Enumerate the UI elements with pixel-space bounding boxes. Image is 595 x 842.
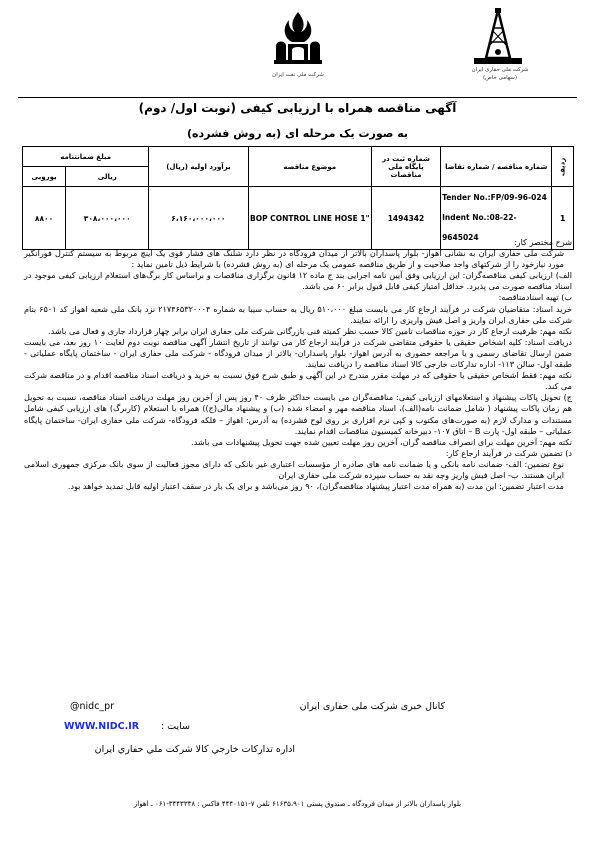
header-estimate: برآورد اولیه (ریال) xyxy=(149,147,248,187)
table-header-row xyxy=(23,147,574,167)
nidc-caption xyxy=(460,66,540,82)
notice-title: آگهی مناقصه همراه با ارزیابی کیفی (نوبت اول/ دوم) xyxy=(138,101,457,115)
company-type-caption: (سهامی خاص) xyxy=(482,75,518,81)
receive-documents: دریافت اسناد: کلیه اشخاص حقیقی یا حقوقی متقاضی شرکت در فرآیند ارجاع کار می توانند از تاریخ انتشار آگهی مناقصه نوبت دوم لغایت ۱۰ روز بعد، می بایست ضمن ارسال تقاضای رسمی و یا مراجعه حضوری به آدرس اهواز- بلوار پاسداران- بالاتر از میدان فرودگاه - شرکت ملی حفاری ایران - ساختمان پایگاه عملیاتی - طبقه اول- سالن ۱۱۳- اداره تدارکات خارجی کالا اسناد مناقصه را دریافت نمایند. xyxy=(24,336,572,370)
header-euro: یورویی xyxy=(23,167,66,187)
header-subject: موضوع مناقصه xyxy=(248,147,371,187)
nioc-emblem-icon xyxy=(268,10,328,65)
important-note-deadline: نکته مهم: آخرین مهلت برای انصراف مناقصه گران، آخرین روز مهلت تعیین شده جهت تحویل پیشنهادات می باشد. xyxy=(191,436,572,447)
channel-label: کانال خبری شرکت ملی حفاری ایران xyxy=(299,701,445,712)
purchase-documents: خرید اسناد: متقاضیان شرکت در فرآیند ارجاع کار می بایست مبلغ ۵۱۰،۰۰۰ ریال به حساب سیبا به شماره ۲۱۷۴۶۵۳۲۰۰۰۴ نزد بانک ملی شعبه اهواز کد ۶۵۰۱ بنام شرکت ملی حفاری ایران واریز و اصل فیش واریزی را ارائه نمایند. xyxy=(24,303,572,325)
header-row-number: ردیف xyxy=(552,147,574,187)
section-b-heading: ب) تهیه اسنادمناقصه: xyxy=(498,292,572,303)
section-a-quality-evaluation: الف) ارزیابی کیفی مناقصه‌گران: این ارزیابی وفق آیین نامه اجرایی بند ج ماده ۱۲ قانون برگزاری مناقصات و براساس کار برگ‌های استعلام ارزیابی کیفی موجود در اسناد مناقصه صورت می پذیرد. حداقل امتیاز کیفی قابل قبول برابر ۶۰ می باشد. xyxy=(24,270,572,292)
site-link[interactable]: WWW.NIDC.IR xyxy=(64,721,140,732)
header-guarantee: مبلغ ضمانتنامه xyxy=(23,147,149,167)
cell-registration-number: 1494342 xyxy=(371,187,440,250)
work-description-heading: شرح مختصر کار: xyxy=(513,237,572,247)
guarantee-type: نوع تضمین: الف- ضمانت نامه بانکی و یا ضمانت نامه های صادره از مؤسسات اعتباری غیر بانکی که دارای مجوز فعالیت از سوی بانک مرکزی جمهوری اسلامی ایران هستند. ب- اصل فیش واریز وجه نقد به حساب سپرده شرکت ملی حفاری ایران xyxy=(24,458,564,480)
cell-row-number: 1 xyxy=(552,187,574,250)
footer-address: بلوار پاسداران بالاتر از میدان فرودگاه ـ صندوق پستی ۶۱۶۳۵،۹۰۱ تلفن ۷-۴۴۴۰۱۵۱ فاکس : ۳۴۴۳۳۳۸-۰۶۱ ـ اهواز xyxy=(133,800,462,808)
nioc-caption: شرکت ملی نفت ایران xyxy=(272,72,324,78)
company-name-caption: شرکت ملی حفاری ایران xyxy=(471,67,529,73)
cell-guarantee-euro: ۸۸۰۰ xyxy=(23,187,66,250)
guarantee-validity: مدت اعتبار تضمین: این مدت (به همراه مدت اعتبار پیشنهاد مناقصه‌گران)، ۹۰ روز می‌باشد و برای یک بار در سقف اعتبار اولیه قابل تمدید خواهد بود. xyxy=(67,481,564,492)
site-label: سایت : xyxy=(160,721,190,732)
section-d-heading: د) تضمین شرکت در فرآیند ارجاع کار: xyxy=(445,447,572,458)
important-note-eligibility: نکته مهم: فقط اشخاص حقیقی یا حقوقی که در مهلت مقرر مندرج در این آگهی و طبق شرح فوق نسبت به خرید و دریافت اسناد مناقصه اقدام و در مناقصه شرکت می کند. xyxy=(24,370,572,392)
cell-estimate: ۶،۱۶۰،۰۰۰،۰۰۰ xyxy=(149,187,248,250)
news-channel-line xyxy=(300,701,445,712)
header-rial: ریالی xyxy=(66,167,149,187)
important-note-capacity: نکته مهم: ظرفیت ارجاع کار در حوزه مناقصات تامین کالا حسب نظر کمیته فنی بازرگانی شرکت ملی حفاری ایران برابر چهار قرارداد جاری و فعال می باشد. xyxy=(48,325,572,336)
header-tender-number: شماره مناقصه / شماره تقاضا xyxy=(441,147,552,187)
work-description: شرکت ملی حفاری ایران به نشانی اهواز- بلوار پاسداران بالاتر از میدان فرودگاه در نظر دارد شلنگ های فشار قوی یک اینچ مربوط به سیستم کنترل فورانگیر مورد نیازخود را از شرکتهای واجد صلاحیت و از طریق مناقصه عمومی یک مرحله ای (به روش فشرده) با شرایط ذیل تامین نماید : xyxy=(24,248,564,270)
header-divider xyxy=(18,97,577,98)
office-name: اداره تداركات خارجي كالا شركت ملي حفاري ايران xyxy=(94,744,295,755)
notice-subtitle: به صورت یک مرحله ای (به روش فشرده) xyxy=(186,127,409,140)
tender-no: Tender No.:FP/09-96-024 xyxy=(442,193,547,202)
cell-subject: BOP CONTROL LINE HOSE 1" xyxy=(248,187,371,250)
drilling-rig-logo-icon xyxy=(468,8,528,66)
indent-no: Indent No.:08-22-9645024 xyxy=(442,213,517,242)
cell-guarantee-rial: ۳۰۸،۰۰۰،۰۰۰ xyxy=(66,187,149,250)
header-registration-number: شماره ثبت در پایگاه ملی مناقصات xyxy=(371,147,440,187)
channel-handle[interactable]: @nidc_pr xyxy=(70,701,115,712)
notice-body xyxy=(24,237,572,492)
section-c-submission: ج) تحویل پاکات پیشنهاد و استعلامهای ارزیابی کیفی: مناقصه‌گران می بایست حداکثر ظرف ۴۰ روز پس از آخرین روز مهلت دریافت اسناد مناقصه، نسبت به تحویل هم زمان پاکات پیشنهاد ( شامل ضمانت نامه(الف)، اسناد مناقصه مهر و امضاء شده (ب) و پیشنهاد مالی(ج)) همراه با استعلام (کاربرگ) های ارزیابی کیفی شامل مستندات و مدارک لازم (به صورت‌های مکتوب و کپی نرم افزاری بر روی لوح فشرده) به آدرس: اهواز – فلکه فرودگاه- شرکت ملی حفاری ایران- ساختمان پایگاه عملیاتی – طبقه اول- پارت B – اتاق ۱۰۷- دبیرخانه کمیسیون مناقصات اقدام نمایند. xyxy=(24,392,572,436)
tender-table xyxy=(22,146,574,250)
